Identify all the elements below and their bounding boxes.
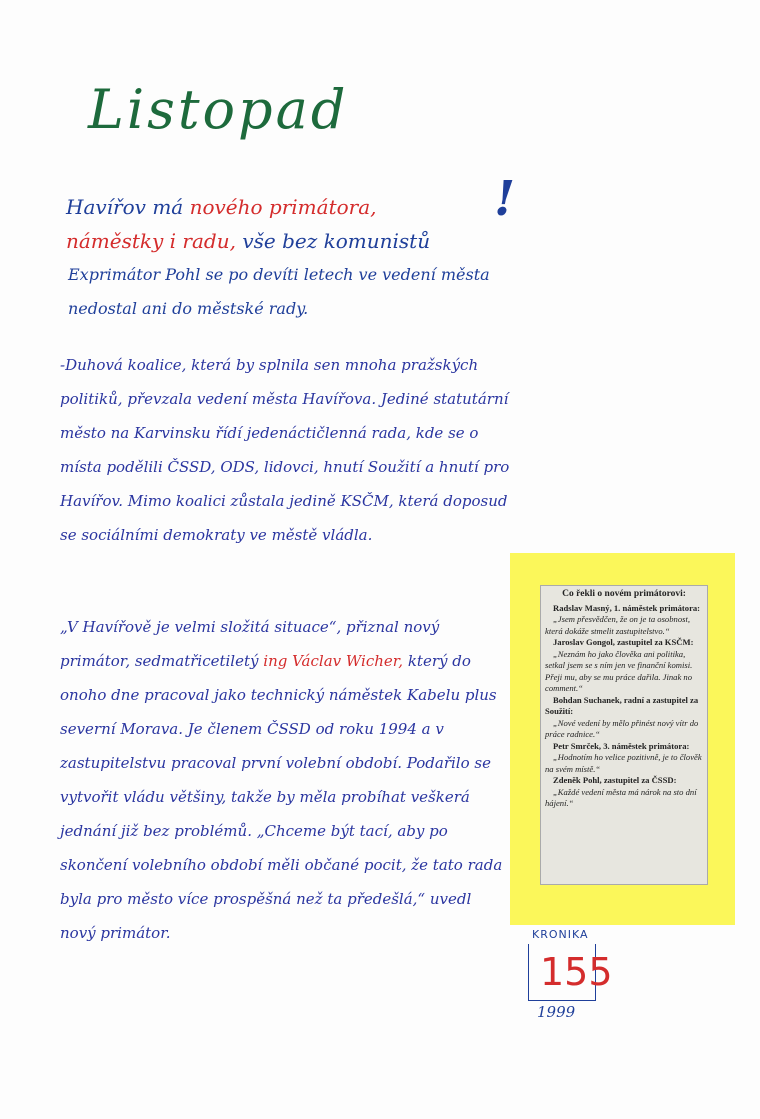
clipping-paper <box>540 585 708 885</box>
lead-line1-red: nového primátora, <box>189 195 377 219</box>
subheadline: Exprimátor Pohl se po devíti letech ve vedení města nedostal ani do městské rady. <box>68 265 490 318</box>
newspaper-clipping <box>510 553 735 925</box>
lead-line2-text: vše bez komunistů <box>242 229 431 253</box>
paragraph-1: -Duhová koalice, která by splnila sen mnoha pražských politiků, převzala vedení města Havířova. Jediné statutární město na Karvinsku řídí jedenáctičlenná rada, kde se o místa podělili ČSSD, ODS, lidovci, hnutí Soužití a hnutí pro Havířov. Mimo koalici zůstala jedině KSČM, která doposud se sociálními demokraty ve městě vládla. <box>60 356 510 544</box>
stamp-year: 1999 <box>537 1003 576 1021</box>
stamp-label: KRONIKA <box>532 928 589 941</box>
clipping-who: Radslav Masný, 1. náměstek primátora: <box>553 602 701 613</box>
clipping-quote: „Nové vedení by mělo přinést nový vítr do práce radnice.“ <box>545 717 699 739</box>
paragraph-2-b: který do onoho dne pracoval jako technický náměstek Kabelu plus severní Morava. Je členem ČSSD od roku 1994 a v zastupitelstvu pracoval první volební období. Podařilo se vytvořit vládu většiny, takže by měla probíhat veškerá jednání již bez problémů. „Chceme být tací, aby po skončení volebního období měli občané pocit, že tato rada byla pro město více prospěšná než ta předešlá,“ uvedl nový primátor. <box>60 652 503 942</box>
lead-line1-text: Havířov má <box>66 195 184 219</box>
lead-headline <box>66 171 521 258</box>
lead-line-1 <box>66 190 521 224</box>
clipping-who: Jaroslav Gongol, zastupitel za KSČM: <box>553 637 694 647</box>
clipping-quote: „Hodnotím ho velice pozitivně, je to člověk na svém místě.“ <box>545 752 702 774</box>
page-number: 155 <box>540 950 613 994</box>
paragraph-2-a: „V Havířově je velmi složitá situace“, přiznal nový primátor, sedmatřicetiletý <box>60 618 440 670</box>
lead-line2-red: náměstky i radu, <box>66 229 236 253</box>
clipping-who: Bohdan Suchanek, radní a zastupitel za Soužití: <box>545 694 699 716</box>
clipping-who: Petr Smrček, 3. náměstek primátora: <box>553 740 690 751</box>
clipping-quote: „Každé vedení města má nárok na sto dní hájení.“ <box>545 786 697 808</box>
clipping-quote: „Neznám ho jako člověka ani politika, setkal jsem se s ním jen ve finanční komisi. Přeji mu, aby se mu práce dařila. Jinak no comment.“ <box>545 648 693 693</box>
page-heading: Listopad <box>88 78 349 141</box>
paragraph-2 <box>60 610 510 950</box>
clipping-title: Co řekli o novém primátorovi: <box>562 589 686 599</box>
clipping-quote: „Jsem přesvědčen, že on je ta osobnost, která dokáže stmelit zastupitelstvo.“ <box>545 614 690 636</box>
clipping-who: Zdeněk Pohl, zastupitel za ČSSD: <box>553 775 677 785</box>
lead-line-2 <box>66 224 521 258</box>
exclamation-mark: ! <box>494 171 516 227</box>
paragraph-2-name: ing Václav Wicher, <box>263 652 404 670</box>
